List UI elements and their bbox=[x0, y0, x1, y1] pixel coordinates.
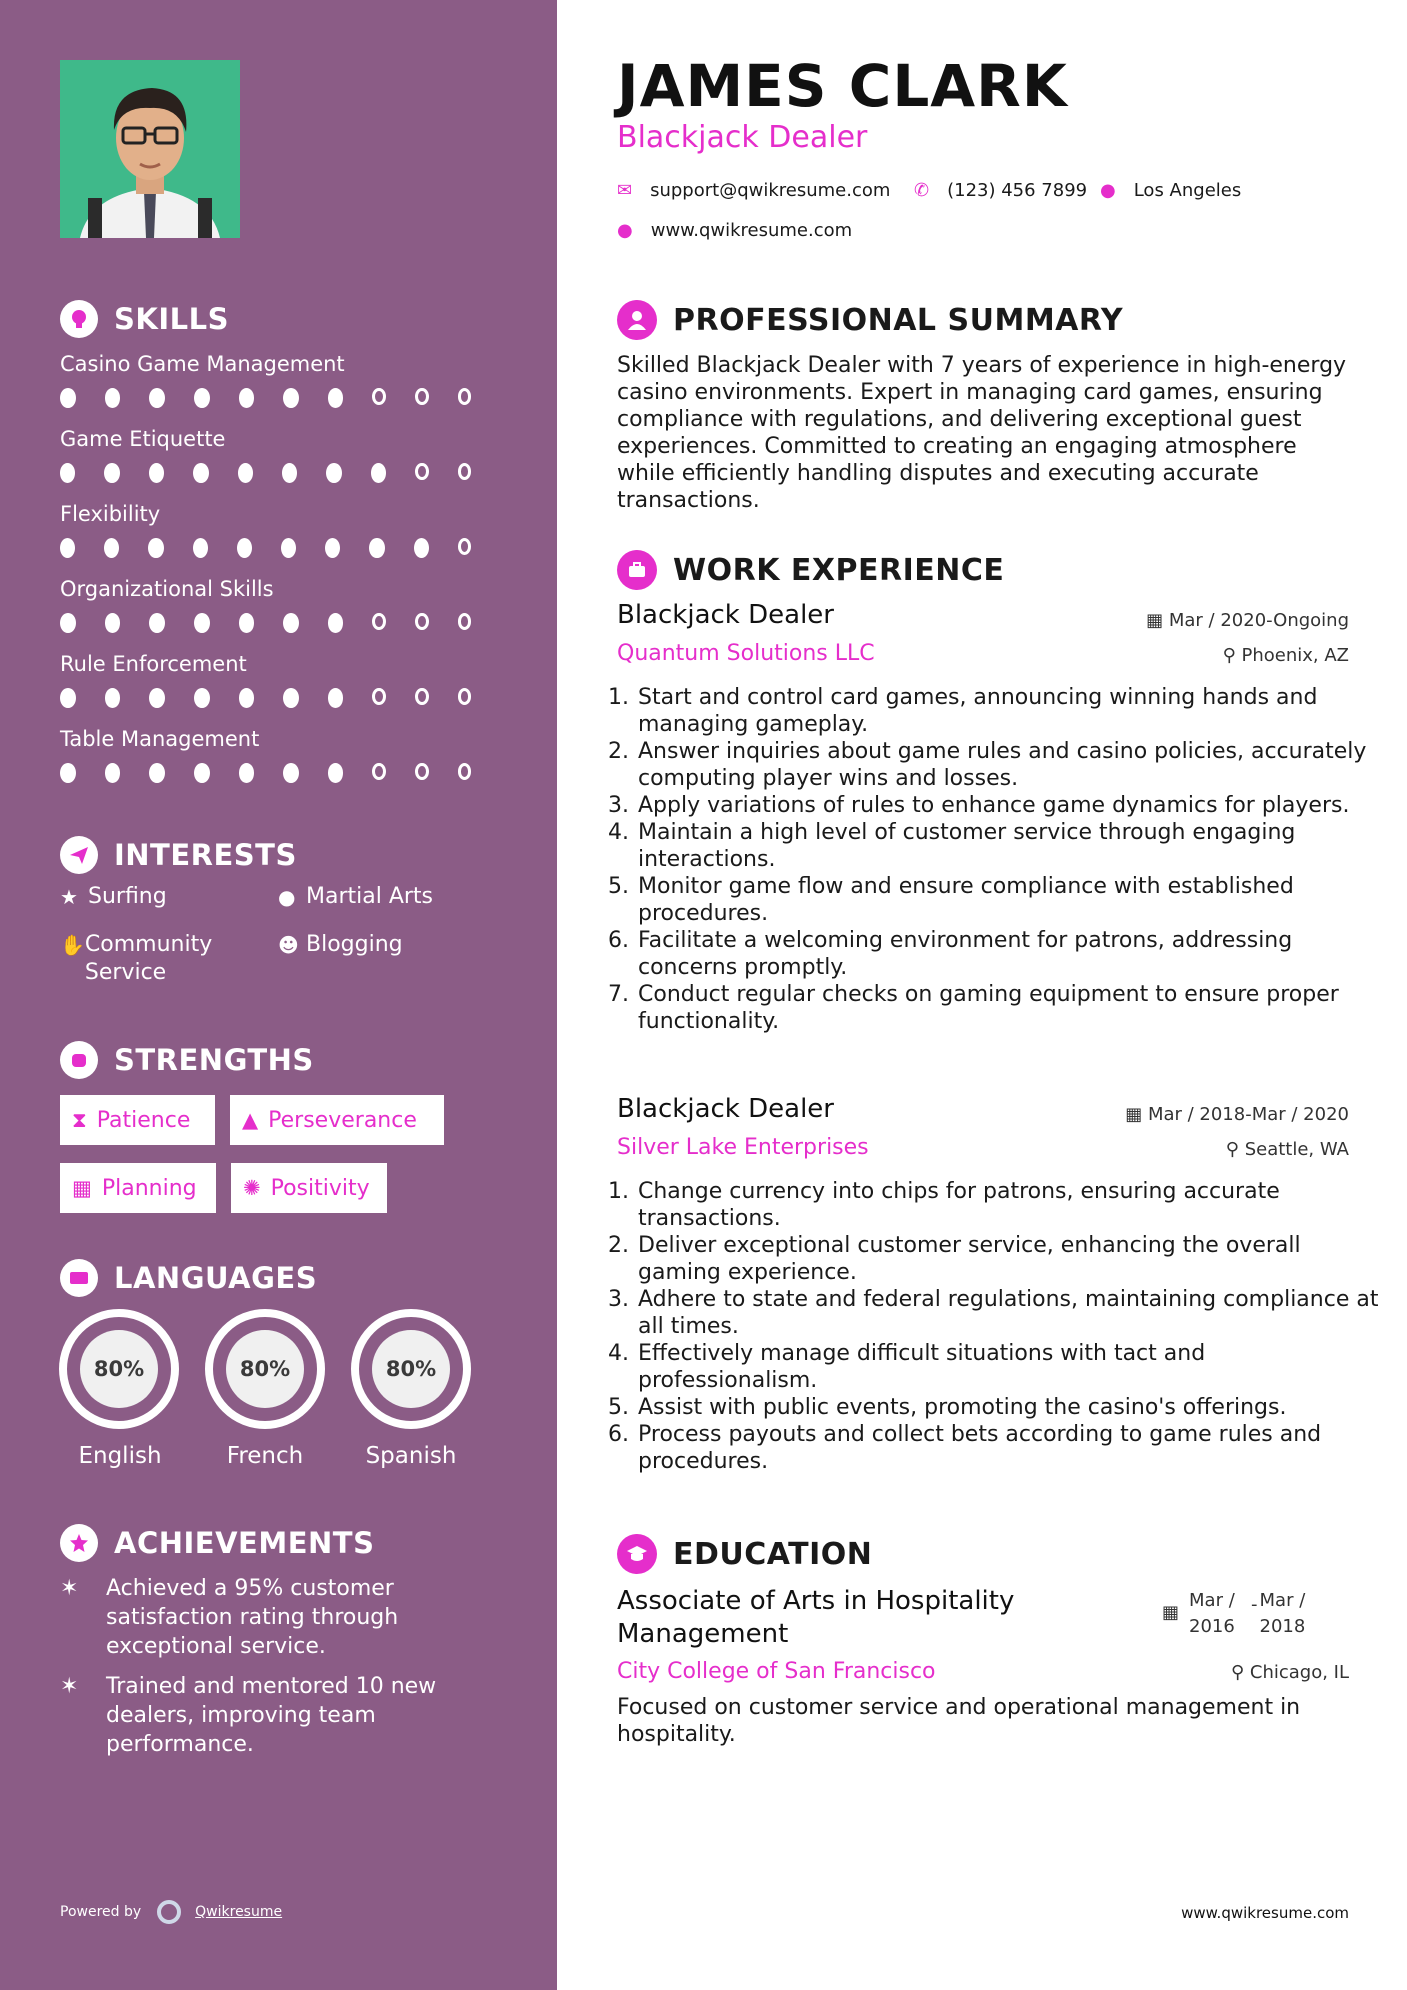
summary-heading: PROFESSIONAL SUMMARY bbox=[617, 300, 1123, 340]
rating-dot-empty bbox=[415, 463, 428, 480]
skill-item bbox=[60, 352, 500, 408]
rating-dot-filled bbox=[369, 538, 384, 558]
rating-dot-empty bbox=[458, 763, 472, 780]
rating-dot-filled bbox=[149, 763, 165, 783]
rating-dot-filled bbox=[149, 688, 165, 708]
rating-dot-empty bbox=[458, 688, 472, 705]
pin-icon: ⚲ bbox=[1230, 1662, 1250, 1683]
rating-dot-filled bbox=[283, 388, 299, 408]
map-pin-icon: ● bbox=[1100, 180, 1116, 201]
powered-by: Powered by Qwikresume bbox=[60, 1900, 282, 1924]
rating-dot-filled bbox=[239, 613, 255, 633]
summary-text: Skilled Blackjack Dealer with 7 years of experience in high-energy casino environments. Expert in managing card games, ensuring compliance with regulations, and delivering exceptional guest experiences. Committed to creating an engaging atmosphere while efficiently handling disputes and executing accurate transactions. bbox=[617, 353, 1347, 513]
language-name: Spanish bbox=[365, 1443, 457, 1469]
skill-rating bbox=[60, 388, 500, 408]
rating-dot-filled bbox=[239, 763, 255, 783]
education-location: ⚲ Chicago, IL bbox=[1230, 1662, 1349, 1683]
hourglass-icon: ⧗ bbox=[72, 1107, 87, 1132]
languages-heading: LANGUAGES bbox=[60, 1259, 317, 1297]
language-ring-spanish: 80% bbox=[351, 1309, 471, 1429]
profile-photo bbox=[60, 60, 240, 238]
rating-dot-filled bbox=[149, 463, 164, 483]
paper-plane-icon bbox=[60, 836, 98, 874]
skill-item bbox=[60, 502, 500, 558]
strength-tag: ⧗ Patience bbox=[60, 1095, 215, 1145]
list-item: 3. Apply variations of rules to enhance game dynamics for players. bbox=[636, 792, 1381, 819]
calendar-icon: ▦ bbox=[1146, 610, 1169, 631]
contact-email[interactable]: ✉ support@qwikresume.com bbox=[617, 180, 891, 201]
pin-icon: ⚲ bbox=[1225, 1139, 1245, 1160]
list-item: 4. Effectively manage difficult situations with tact and professionalism. bbox=[636, 1340, 1381, 1394]
rating-dot-filled bbox=[60, 463, 75, 483]
list-item: 5. Assist with public events, promoting the casino's offerings. bbox=[636, 1394, 1381, 1421]
job-location: ⚲ Phoenix, AZ bbox=[1222, 645, 1349, 666]
rating-dot-empty bbox=[372, 613, 386, 630]
interests-heading: INTERESTS bbox=[60, 836, 297, 874]
list-item: 6. Facilitate a welcoming environment for patrons, addressing concerns promptly. bbox=[636, 927, 1381, 981]
language-ring-english: 80% bbox=[59, 1309, 179, 1429]
rating-dot-filled bbox=[104, 463, 119, 483]
strengths-heading: STRENGTHS bbox=[60, 1041, 314, 1079]
list-item: 1. Change currency into chips for patrons, ensuring accurate transactions. bbox=[636, 1178, 1381, 1232]
skill-item bbox=[60, 427, 500, 483]
lightbulb-icon bbox=[60, 300, 98, 338]
rating-dot-filled bbox=[60, 388, 76, 408]
interest-item: ☻ Blogging bbox=[278, 932, 403, 957]
rating-dot-filled bbox=[283, 688, 299, 708]
job-bullets bbox=[612, 684, 1381, 1035]
language-name: English bbox=[78, 1443, 162, 1469]
strength-tag: ▦ Planning bbox=[60, 1163, 216, 1213]
list-item: 2. Deliver exceptional customer service, enhancing the overall gaming experience. bbox=[636, 1232, 1381, 1286]
rating-dot-filled bbox=[105, 763, 121, 783]
rating-dot-empty bbox=[458, 388, 472, 405]
fist-icon bbox=[60, 1041, 98, 1079]
job-location: ⚲ Seattle, WA bbox=[1225, 1139, 1349, 1160]
rating-dot-filled bbox=[194, 388, 210, 408]
phone-icon: ✆ bbox=[914, 180, 930, 201]
rating-dot-filled bbox=[105, 388, 121, 408]
rating-dot-filled bbox=[105, 613, 121, 633]
rating-dot-empty bbox=[458, 613, 472, 630]
footer-website[interactable]: www.qwikresume.com bbox=[1181, 1904, 1349, 1922]
hand-icon: ✋ bbox=[60, 933, 85, 957]
rating-dot-filled bbox=[148, 538, 163, 558]
sun-icon: ✺ bbox=[243, 1176, 261, 1200]
list-item: 1. Start and control card games, announcing winning hands and managing gameplay. bbox=[636, 684, 1381, 738]
skill-item bbox=[60, 577, 500, 633]
rating-dot-filled bbox=[328, 388, 344, 408]
rating-dot-filled bbox=[283, 763, 299, 783]
rating-dot-filled bbox=[282, 463, 297, 483]
school-name: City College of San Francisco bbox=[617, 1659, 936, 1684]
rating-dot-empty bbox=[458, 463, 471, 480]
rating-dot-filled bbox=[281, 538, 296, 558]
rating-dot-filled bbox=[194, 763, 210, 783]
rating-dot-filled bbox=[239, 388, 255, 408]
strength-tag: ✺ Positivity bbox=[231, 1163, 387, 1213]
qwikresume-logo-icon bbox=[157, 1900, 181, 1924]
rating-dot-filled bbox=[371, 463, 386, 483]
rating-dot-filled bbox=[60, 613, 76, 633]
envelope-icon: ✉ bbox=[617, 180, 633, 201]
rating-dot-empty bbox=[415, 613, 429, 630]
skill-label: Casino Game Management bbox=[60, 352, 345, 376]
list-item: 6. Process payouts and collect bets according to game rules and procedures. bbox=[636, 1421, 1381, 1475]
briefcase-icon bbox=[617, 550, 657, 590]
rating-dot-empty bbox=[415, 388, 429, 405]
language-name: French bbox=[226, 1443, 304, 1469]
rating-dot-filled bbox=[194, 688, 210, 708]
language-ring-french: 80% bbox=[205, 1309, 325, 1429]
job-dates: ▦ Mar / 2020-Ongoing bbox=[1146, 610, 1349, 631]
rating-dot-filled bbox=[328, 763, 344, 783]
education-dates: ▦ Mar / 2016 - Mar / 2018 bbox=[1162, 1588, 1316, 1640]
rating-dot-filled bbox=[60, 538, 75, 558]
star-burst-icon: ✶ bbox=[60, 1674, 79, 1699]
interest-item: ★ Surfing bbox=[60, 884, 167, 909]
star-burst-icon: ✶ bbox=[60, 1576, 79, 1601]
people-icon: ☻ bbox=[278, 933, 299, 957]
job-title: Blackjack Dealer bbox=[617, 1094, 834, 1124]
globe-icon: ● bbox=[278, 885, 296, 909]
road-icon: ▲ bbox=[242, 1108, 259, 1132]
rating-dot-filled bbox=[194, 613, 210, 633]
job-company: Silver Lake Enterprises bbox=[617, 1135, 869, 1160]
contact-website[interactable]: ● www.qwikresume.com bbox=[617, 220, 853, 241]
rating-dot-filled bbox=[325, 538, 340, 558]
rating-dot-empty bbox=[415, 688, 429, 705]
job-company: Quantum Solutions LLC bbox=[617, 641, 875, 666]
rating-dot-empty bbox=[372, 688, 386, 705]
rating-dot-filled bbox=[239, 688, 255, 708]
rating-dot-filled bbox=[60, 763, 76, 783]
list-item: 7. Conduct regular checks on gaming equipment to ensure proper functionality. bbox=[636, 981, 1381, 1035]
interest-item: ● Martial Arts bbox=[278, 884, 434, 909]
rating-dot-filled bbox=[193, 538, 208, 558]
calendar-icon: ▦ bbox=[1125, 1104, 1148, 1125]
graduation-icon bbox=[617, 1534, 657, 1574]
skill-label: Flexibility bbox=[60, 502, 161, 526]
rating-dot-filled bbox=[328, 688, 344, 708]
skill-label: Table Management bbox=[60, 727, 260, 751]
rating-dot-filled bbox=[238, 463, 253, 483]
job-dates: ▦ Mar / 2018-Mar / 2020 bbox=[1125, 1104, 1349, 1125]
achievement-item: ✶ Achieved a 95% customer satisfaction rating through exceptional service. bbox=[60, 1576, 399, 1659]
education-heading: EDUCATION bbox=[617, 1534, 872, 1574]
skill-rating bbox=[60, 463, 500, 483]
rating-dot-filled bbox=[60, 688, 76, 708]
rating-dot-empty bbox=[372, 388, 386, 405]
list-item: 2. Answer inquiries about game rules and casino policies, accurately computing player wins and losses. bbox=[636, 738, 1381, 792]
star-icon: ★ bbox=[60, 885, 78, 909]
candidate-role: Blackjack Dealer bbox=[617, 120, 868, 155]
skill-label: Organizational Skills bbox=[60, 577, 274, 601]
calendar-icon: ▦ bbox=[72, 1176, 92, 1200]
skill-item bbox=[60, 727, 500, 783]
degree-title: Associate of Arts in Hospitality Management bbox=[617, 1586, 1015, 1649]
skill-item bbox=[60, 652, 500, 708]
candidate-name: JAMES CLARK bbox=[617, 52, 1068, 120]
skill-label: Rule Enforcement bbox=[60, 652, 247, 676]
skills-heading: SKILLS bbox=[60, 300, 229, 338]
user-icon bbox=[617, 300, 657, 340]
globe-icon: ● bbox=[617, 220, 633, 241]
skill-label: Game Etiquette bbox=[60, 427, 226, 451]
list-item: 5. Monitor game flow and ensure compliance with established procedures. bbox=[636, 873, 1381, 927]
rating-dot-filled bbox=[193, 463, 208, 483]
rating-dot-filled bbox=[105, 688, 121, 708]
pin-icon: ⚲ bbox=[1222, 645, 1242, 666]
job-bullets bbox=[612, 1178, 1381, 1475]
rating-dot-filled bbox=[104, 538, 119, 558]
award-icon bbox=[60, 1524, 98, 1562]
rating-dot-filled bbox=[237, 538, 252, 558]
rating-dot-filled bbox=[283, 613, 299, 633]
skill-rating bbox=[60, 688, 500, 708]
calendar-icon: ▦ bbox=[1162, 1602, 1180, 1623]
interest-item: ✋ Community Service bbox=[60, 932, 213, 985]
skill-rating bbox=[60, 538, 500, 558]
skill-rating bbox=[60, 613, 500, 633]
experience-heading: WORK EXPERIENCE bbox=[617, 550, 1004, 590]
achievement-item: ✶ Trained and mentored 10 new dealers, improving team performance. bbox=[60, 1674, 437, 1757]
rating-dot-empty bbox=[372, 763, 386, 780]
rating-dot-filled bbox=[328, 613, 344, 633]
rating-dot-empty bbox=[458, 538, 471, 555]
rating-dot-filled bbox=[149, 388, 165, 408]
rating-dot-empty bbox=[415, 763, 429, 780]
qwikresume-link[interactable]: Qwikresume bbox=[195, 1904, 283, 1920]
list-item: 3. Adhere to state and federal regulations, maintaining compliance at all times. bbox=[636, 1286, 1381, 1340]
education-description: Focused on customer service and operational management in hospitality. bbox=[617, 1695, 1301, 1747]
skill-rating bbox=[60, 763, 500, 783]
sidebar bbox=[0, 0, 557, 1990]
strength-tag: ▲ Perseverance bbox=[230, 1095, 444, 1145]
language-icon bbox=[60, 1259, 98, 1297]
rating-dot-filled bbox=[149, 613, 165, 633]
contact-location: ● Los Angeles bbox=[1100, 180, 1242, 201]
contact-phone[interactable]: ✆ (123) 456 7899 bbox=[914, 180, 1088, 201]
rating-dot-filled bbox=[326, 463, 341, 483]
achievements-heading: ACHIEVEMENTS bbox=[60, 1524, 374, 1562]
job-title: Blackjack Dealer bbox=[617, 600, 834, 630]
list-item: 4. Maintain a high level of customer service through engaging interactions. bbox=[636, 819, 1381, 873]
rating-dot-filled bbox=[414, 538, 429, 558]
